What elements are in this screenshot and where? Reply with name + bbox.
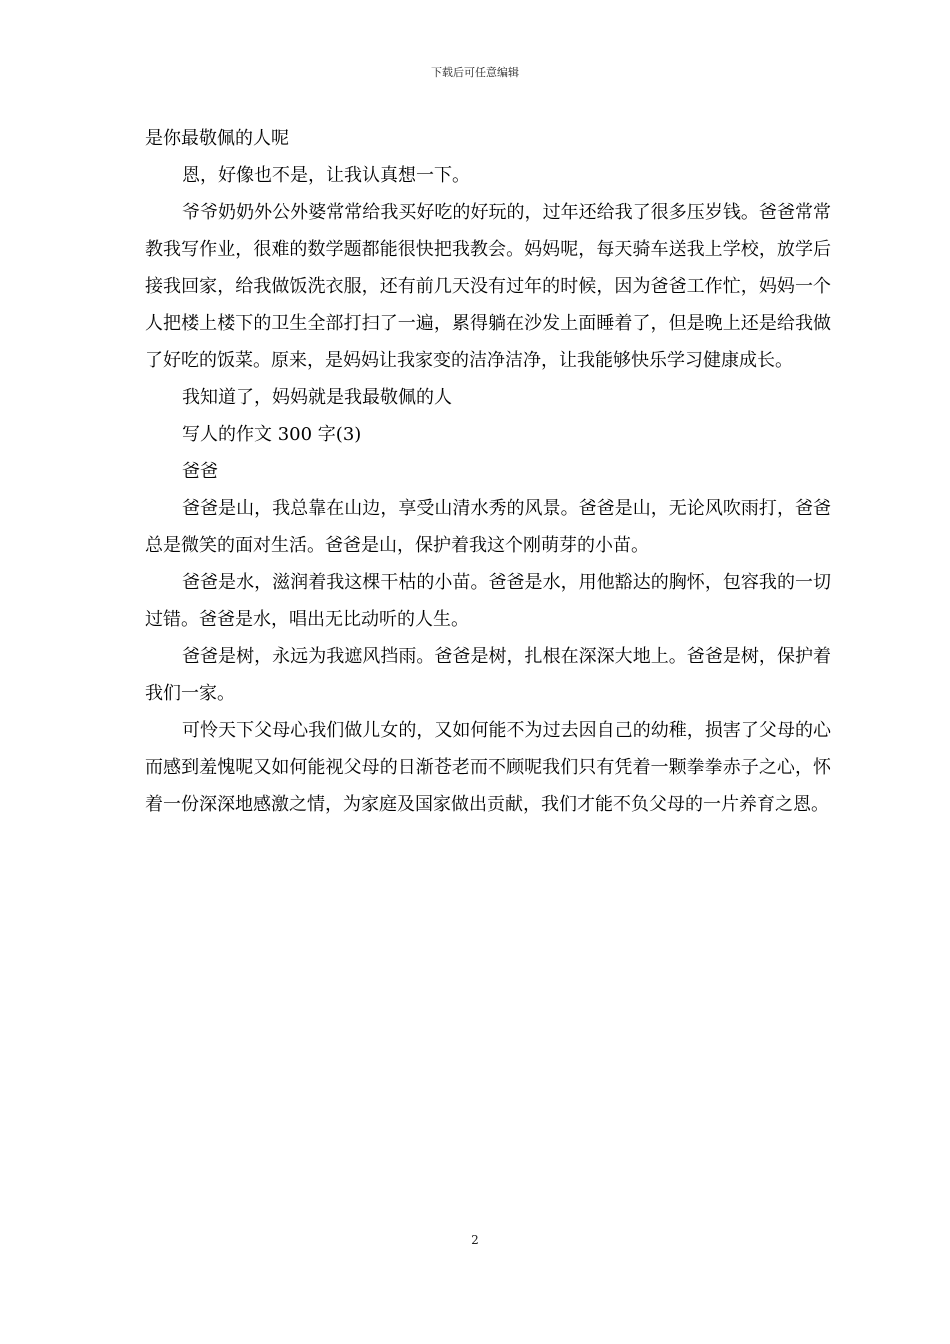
paragraph-continuation: 是你最敬佩的人呢 [145, 128, 289, 149]
page-number: 2 [471, 1233, 479, 1247]
paragraph: 恩，好像也不是，让我认真想一下。 [182, 165, 470, 186]
paragraph: 可怜天下父母心我们做儿女的，又如何能不为过去因自己的幼稚，损害了父母的心而感到羞愧呢又如何能视父母的日渐苍老而不顾呢我们只有凭着一颗拳拳赤子之心，怀着一份深深地感激之情，为家庭及国家做出贡献，我们才能不负父母的一片养育之恩。 [145, 720, 831, 815]
paragraph: 我知道了，妈妈就是我最敬佩的人 [182, 387, 452, 408]
paragraph: 爸爸是水，滋润着我这棵干枯的小苗。爸爸是水，用他豁达的胸怀，包容我的一切过错。爸爸是水，唱出无比动听的人生。 [145, 572, 831, 630]
paragraph: 爷爷奶奶外公外婆常常给我买好吃的好玩的，过年还给我了很多压岁钱。爸爸常常教我写作业，很难的数学题都能很快把我教会。妈妈呢，每天骑车送我上学校，放学后接我回家，给我做饭洗衣服，还有前几天没有过年的时候，因为爸爸工作忙，妈妈一个人把楼上楼下的卫生全部打扫了一遍，累得躺在沙发上面睡着了，但是晚上还是给我做了好吃的饭菜。原来，是妈妈让我家变的洁净洁净，让我能够快乐学习健康成长。 [145, 202, 831, 371]
paragraph: 爸爸是山，我总靠在山边，享受山清水秀的风景。爸爸是山，无论风吹雨打，爸爸总是微笑的面对生活。爸爸是山，保护着我这个刚萌芽的小苗。 [145, 498, 831, 556]
paragraph: 爸爸是树，永远为我遮风挡雨。爸爸是树，扎根在深深大地上。爸爸是树，保护着我们一家。 [145, 646, 831, 704]
document-body [145, 120, 831, 823]
essay-title: 写人的作文 300 字(3) [182, 424, 362, 445]
essay-subtitle: 爸爸 [182, 461, 218, 482]
page-header: 下载后可任意编辑 [431, 66, 519, 79]
